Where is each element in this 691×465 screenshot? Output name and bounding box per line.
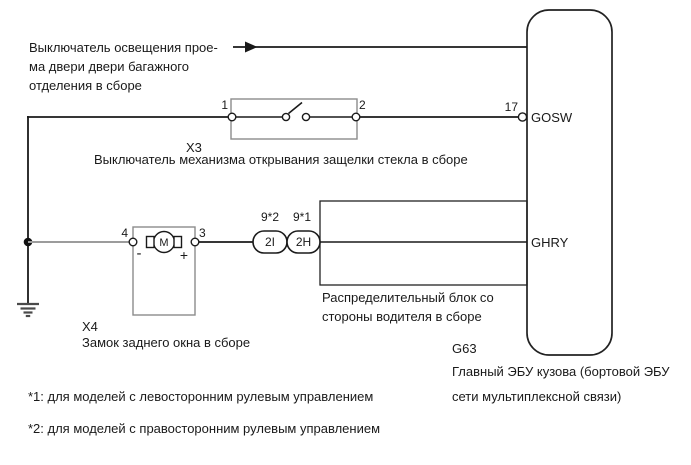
ecu-pin-gosw-label: GOSW — [531, 110, 573, 125]
ecu-pin-17: 17 — [504, 100, 518, 114]
arrow-icon — [233, 42, 527, 53]
footnote-1: *1: для моделей с левосторонним рулевым управлением — [28, 389, 374, 404]
ecu-name-line2: сети мультиплексной связи) — [452, 389, 622, 404]
connector-ref-9-2: 9*2 — [260, 210, 280, 224]
connector-ref-9-1: 9*1 — [292, 210, 312, 224]
ecu-outline — [527, 10, 612, 355]
connector-id-2h: 2H — [295, 235, 312, 249]
x3-pin-1: 1 — [221, 98, 228, 112]
x3-name: Выключатель механизма открывания защелки стекла в сборе — [94, 152, 468, 167]
pin-terminals — [129, 113, 526, 246]
distribution-block-label-line2: стороны водителя в сборе — [322, 309, 482, 324]
ground-icon — [17, 304, 39, 316]
distribution-block-box — [320, 201, 527, 285]
motor-plus-mark: + — [179, 247, 189, 263]
footnote-2: *2: для моделей с правосторонним рулевым управлением — [28, 421, 381, 436]
source-switch-label-line2: ма двери двери багажного — [29, 59, 189, 74]
ecu-code: G63 — [452, 341, 477, 356]
x3-code: X3 — [186, 140, 202, 155]
motor-minus-mark: - — [136, 245, 142, 262]
connector-id-2i: 2I — [264, 235, 275, 249]
x3-pin-2: 2 — [359, 98, 366, 112]
x4-name: Замок заднего окна в сборе — [82, 335, 251, 350]
source-switch-label-line3: отделения в сборе — [29, 78, 142, 93]
distribution-block-label-line1: Распределительный блок со — [322, 290, 494, 305]
source-switch-label-line1: Выключатель освещения прое- — [29, 40, 218, 55]
motor-letter: M — [159, 237, 169, 249]
x4-pin-3: 3 — [199, 226, 206, 240]
ecu-pin-ghry-label: GHRY — [531, 235, 569, 250]
x4-pin-4: 4 — [121, 226, 128, 240]
x4-code: X4 — [82, 319, 98, 334]
ecu-name-line1: Главный ЭБУ кузова (бортовой ЭБУ — [452, 364, 670, 379]
x3-switch-box — [231, 99, 357, 139]
